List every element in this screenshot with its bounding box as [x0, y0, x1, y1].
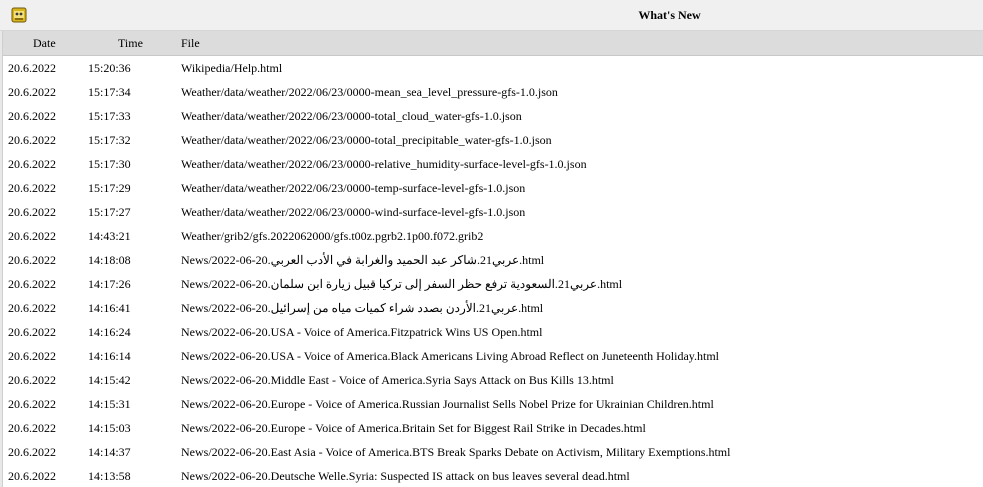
cell-date: 20.6.2022: [8, 469, 56, 483]
cell-date: 20.6.2022: [8, 157, 56, 171]
cell-date: 20.6.2022: [8, 61, 56, 75]
file-list: [3, 56, 983, 487]
table-row[interactable]: [3, 392, 983, 416]
cell-file: Weather/data/weather/2022/06/23/0000-relative_humidity-surface-level-gfs-1.0.json: [181, 157, 587, 171]
cell-date: 20.6.2022: [8, 133, 56, 147]
cell-file: Wikipedia/Help.html: [181, 61, 283, 75]
cell-date: 20.6.2022: [8, 397, 56, 411]
cell-time: 14:43:21: [88, 229, 131, 243]
cell-file: News/2022-06-20.Deutsche Welle.Syria: Suspected IS attack on bus leaves several dead.html: [181, 469, 630, 483]
title-bar: [0, 0, 983, 31]
table-row[interactable]: [3, 272, 983, 296]
cell-file: News/2022-06-20.عربي21.الأردن بصدد شراء كميات مياه من إسرائيل.html: [181, 301, 544, 315]
cell-date: 20.6.2022: [8, 253, 56, 267]
cell-file: News/2022-06-20.عربي21.السعودية ترفع حظر السفر إلى تركيا قبيل زيارة ابن سلمان.html: [181, 277, 623, 291]
cell-file: Weather/grib2/gfs.2022062000/gfs.t00z.pgrb2.1p00.f072.grib2: [181, 229, 484, 243]
cell-time: 15:17:34: [88, 85, 131, 99]
cell-date: 20.6.2022: [8, 85, 56, 99]
cell-time: 15:17:29: [88, 181, 131, 195]
table-row[interactable]: [3, 320, 983, 344]
table-row[interactable]: [3, 128, 983, 152]
table-row[interactable]: [3, 104, 983, 128]
cell-file: Weather/data/weather/2022/06/23/0000-total_cloud_water-gfs-1.0.json: [181, 109, 522, 123]
cell-file: News/2022-06-20.عربي21.شاكر عبد الحميد والغرابة في الأدب العربي.html: [181, 253, 545, 267]
cell-time: 15:17:27: [88, 205, 131, 219]
table-row[interactable]: [3, 80, 983, 104]
cell-time: 15:17:30: [88, 157, 131, 171]
column-header-date[interactable]: Date: [33, 36, 56, 50]
cell-time: 14:18:08: [88, 253, 131, 267]
cell-date: 20.6.2022: [8, 373, 56, 387]
table-row[interactable]: [3, 464, 983, 487]
cell-date: 20.6.2022: [8, 349, 56, 363]
cell-time: 15:17:33: [88, 109, 131, 123]
cell-time: 15:20:36: [88, 61, 131, 75]
cell-file: News/2022-06-20.East Asia - Voice of America.BTS Break Sparks Debate on Activism, Military Exemptions.html: [181, 445, 731, 459]
cell-date: 20.6.2022: [8, 421, 56, 435]
table-row[interactable]: [3, 296, 983, 320]
column-header-file[interactable]: File: [181, 36, 200, 50]
table-row[interactable]: [3, 56, 983, 80]
cell-date: 20.6.2022: [8, 181, 56, 195]
cell-file: News/2022-06-20.USA - Voice of America.Black Americans Living Abroad Reflect on Juneteenth Holiday.html: [181, 349, 720, 363]
cell-date: 20.6.2022: [8, 325, 56, 339]
cell-time: 14:13:58: [88, 469, 131, 483]
cell-date: 20.6.2022: [8, 205, 56, 219]
table-row[interactable]: [3, 248, 983, 272]
cell-time: 14:14:37: [88, 445, 131, 459]
cell-file: Weather/data/weather/2022/06/23/0000-wind-surface-level-gfs-1.0.json: [181, 205, 526, 219]
table-row[interactable]: [3, 200, 983, 224]
cell-file: News/2022-06-20.Middle East - Voice of America.Syria Says Attack on Bus Kills 13.html: [181, 373, 614, 387]
cell-time: 14:16:14: [88, 349, 131, 363]
cell-file: News/2022-06-20.Europe - Voice of America.Russian Journalist Sells Nobel Prize for Ukrainian Children.html: [181, 397, 714, 411]
table-header: [3, 31, 983, 56]
table-row[interactable]: [3, 416, 983, 440]
table-row[interactable]: [3, 224, 983, 248]
cell-time: 14:17:26: [88, 277, 131, 291]
cell-file: Weather/data/weather/2022/06/23/0000-mean_sea_level_pressure-gfs-1.0.json: [181, 85, 558, 99]
cell-file: Weather/data/weather/2022/06/23/0000-total_precipitable_water-gfs-1.0.json: [181, 133, 552, 147]
table-row[interactable]: [3, 368, 983, 392]
table-row[interactable]: [3, 440, 983, 464]
table-row[interactable]: [3, 152, 983, 176]
table-row[interactable]: [3, 176, 983, 200]
cell-date: 20.6.2022: [8, 301, 56, 315]
table-row[interactable]: [3, 344, 983, 368]
cell-time: 14:15:42: [88, 373, 131, 387]
cell-file: News/2022-06-20.Europe - Voice of America.Britain Set for Biggest Rail Strike in Decades.html: [181, 421, 646, 435]
cell-time: 14:15:31: [88, 397, 131, 411]
cell-file: News/2022-06-20.USA - Voice of America.Fitzpatrick Wins US Open.html: [181, 325, 543, 339]
cell-time: 14:16:41: [88, 301, 131, 315]
cell-time: 14:16:24: [88, 325, 131, 339]
cell-date: 20.6.2022: [8, 229, 56, 243]
cell-date: 20.6.2022: [8, 445, 56, 459]
cell-time: 15:17:32: [88, 133, 131, 147]
window-title: What's New: [638, 8, 701, 22]
cell-date: 20.6.2022: [8, 277, 56, 291]
cell-file: Weather/data/weather/2022/06/23/0000-temp-surface-level-gfs-1.0.json: [181, 181, 526, 195]
column-header-time[interactable]: Time: [118, 36, 143, 50]
cell-time: 14:15:03: [88, 421, 131, 435]
cell-date: 20.6.2022: [8, 109, 56, 123]
